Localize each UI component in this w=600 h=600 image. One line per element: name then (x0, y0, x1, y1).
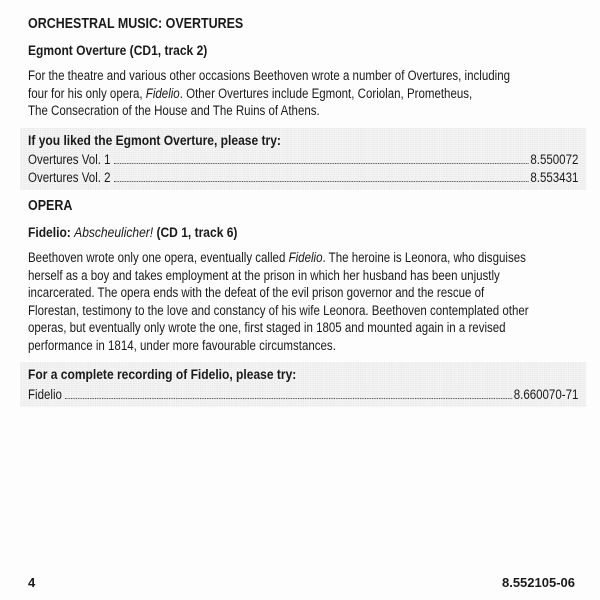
paragraph-line: operas, but eventually only wrote the one, first staged in 1805 and mounted again in a revised (28, 320, 506, 335)
recommendation-box-overtures (20, 128, 586, 191)
footer-catalog-number: 8.552105-06 (501, 575, 575, 590)
italic-title: Fidelio (288, 250, 323, 265)
fidelio-heading (28, 224, 580, 242)
text: (CD 1, track 6) (153, 223, 238, 240)
recommendation-row (28, 169, 578, 187)
recommendation-box-fidelio (20, 362, 586, 407)
booklet-page (28, 16, 580, 415)
paragraph-line: performance in 1814, under more favourable circumstances. (28, 337, 336, 353)
recording-title: Fidelio (28, 386, 62, 402)
recommendation-heading: If you liked the Egmont Overture, please try: (28, 131, 281, 148)
recommendation-row (28, 386, 578, 404)
recommendation-row (28, 151, 578, 169)
paragraph-line (28, 85, 580, 103)
italic-title: Fidelio (145, 85, 180, 101)
paragraph-line: herself as a boy and takes employment at the prison in which her husband has been unjustly (28, 267, 500, 283)
page-number: 4 (28, 575, 36, 590)
catalog-number: 8.660070-71 (513, 386, 579, 402)
text: Fidelio: (28, 223, 75, 240)
egmont-heading: Egmont Overture (CD1, track 2) (28, 41, 208, 58)
text: Beethoven wrote only one opera, eventually called (28, 250, 289, 265)
dot-leader (114, 181, 529, 182)
paragraph-line (28, 249, 580, 267)
catalog-number: 8.553431 (530, 169, 579, 185)
italic-title: Abscheulicher! (74, 223, 154, 240)
paragraph-line: For the theatre and various other occasions Beethoven wrote a number of Overtures, including (28, 68, 511, 83)
paragraph-line: incarcerated. The opera ends with the defeat of the evil prison governor and the rescue of (28, 285, 485, 300)
recording-title: Overtures Vol. 1 (28, 152, 111, 167)
paragraph-line: The Consecration of the House and The Ruins of Athens. (28, 103, 320, 118)
paragraph-line: Florestan, testimony to the love and constancy of his wife Leonora. Beethoven contemplated other (28, 302, 529, 318)
dot-leader (65, 398, 512, 399)
text: . The heroine is Leonora, who disguises (322, 250, 526, 265)
opera-paragraph (28, 249, 580, 354)
dot-leader (114, 163, 529, 164)
overtures-paragraph (28, 67, 580, 120)
catalog-number: 8.550072 (530, 152, 579, 167)
text: four for his only opera, (28, 85, 146, 101)
section-title-opera: OPERA (28, 198, 73, 214)
section-title-overtures: ORCHESTRAL MUSIC: OVERTURES (28, 16, 244, 32)
text: . Other Overtures include Egmont, Coriolan, Prometheus, (179, 85, 473, 101)
recording-title: Overtures Vol. 2 (28, 169, 111, 185)
recommendation-heading: For a complete recording of Fidelio, please try: (28, 366, 297, 382)
